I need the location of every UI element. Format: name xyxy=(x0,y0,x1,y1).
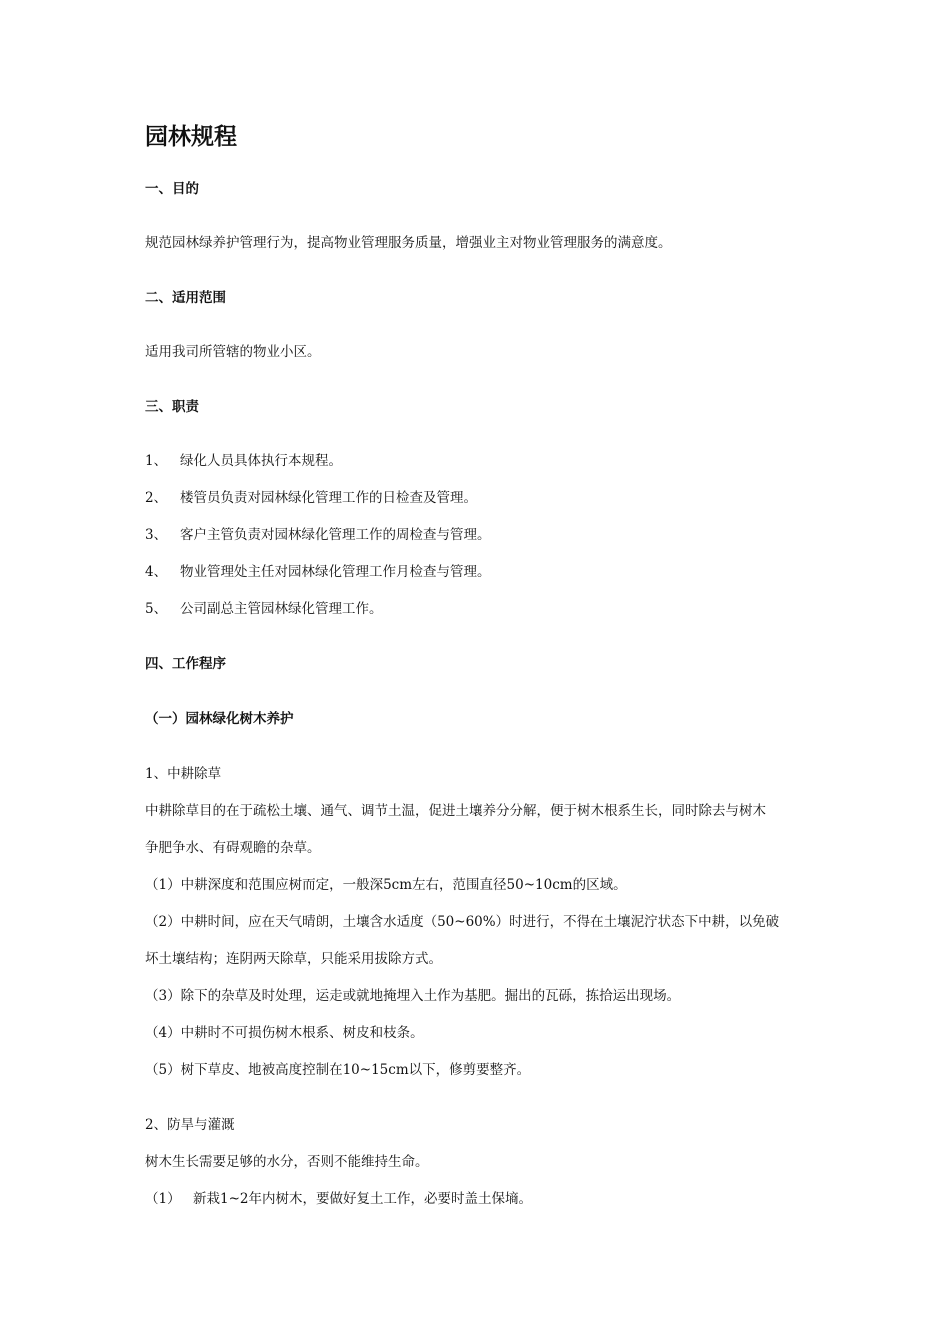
weeding-intro-line: 争肥争水、有碍观瞻的杂草。 xyxy=(145,840,321,856)
duty-item xyxy=(145,599,383,619)
duty-item xyxy=(145,525,491,545)
section-heading-procedure: 四、工作程序 xyxy=(145,656,226,672)
weeding-point-continuation: 坏土壤结构；连阴两天除草，只能采用拔除方式。 xyxy=(145,951,442,967)
weeding-point: （2）中耕时间，应在天气晴朗，土壤含水适度（50~60%）时进行，不得在土壤泥泞状态下中耕，以免破 xyxy=(145,914,780,930)
drought-point-text: 新栽1~2年内树木，要做好复土工作，必要时盖土保墒。 xyxy=(193,1191,532,1207)
duty-item-number: 1、 xyxy=(145,453,168,469)
duty-item-text: 客户主管负责对园林绿化管理工作的周检查与管理。 xyxy=(180,527,491,543)
drought-point-number: （1） xyxy=(145,1191,181,1207)
weeding-point: （5）树下草皮、地被高度控制在10~15cm以下，修剪要整齐。 xyxy=(145,1062,531,1078)
duty-item-number: 4、 xyxy=(145,564,168,580)
duty-item xyxy=(145,488,477,508)
section-heading-purpose: 一、目的 xyxy=(145,181,199,197)
duty-item-number: 5、 xyxy=(145,601,168,617)
drought-intro: 树木生长需要足够的水分，否则不能维持生命。 xyxy=(145,1154,429,1170)
item-title-weeding: 1、中耕除草 xyxy=(145,766,222,782)
weeding-intro-line: 中耕除草目的在于疏松土壤、通气、调节土温，促进土壤养分分解，便于树木根系生长，同时除去与树木 xyxy=(145,803,766,819)
duty-item xyxy=(145,451,342,471)
section-heading-scope: 二、适用范围 xyxy=(145,290,226,306)
drought-point xyxy=(145,1189,532,1209)
duty-item-text: 物业管理处主任对园林绿化管理工作月检查与管理。 xyxy=(180,564,491,580)
weeding-point: （1）中耕深度和范围应树而定，一般深5cm左右，范围直径50~10cm的区域。 xyxy=(145,877,627,893)
item-title-drought: 2、防旱与灌溉 xyxy=(145,1117,235,1133)
scope-paragraph: 适用我司所管辖的物业小区。 xyxy=(145,344,321,360)
section-heading-duties: 三、职责 xyxy=(145,399,199,415)
weeding-point: （4）中耕时不可损伤树木根系、树皮和枝条。 xyxy=(145,1025,424,1041)
duty-item-text: 绿化人员具体执行本规程。 xyxy=(180,453,342,469)
duty-item-text: 公司副总主管园林绿化管理工作。 xyxy=(180,601,383,617)
duty-item-number: 3、 xyxy=(145,527,168,543)
duty-item-number: 2、 xyxy=(145,490,168,506)
duty-item-text: 楼管员负责对园林绿化管理工作的日检查及管理。 xyxy=(180,490,477,506)
duty-item xyxy=(145,562,491,582)
subsection-heading: （一）园林绿化树木养护 xyxy=(145,711,294,727)
weeding-point: （3）除下的杂草及时处理，运走或就地掩埋入土作为基肥。掘出的瓦砾，拣拾运出现场。 xyxy=(145,988,681,1004)
page-title: 园林规程 xyxy=(145,124,237,150)
purpose-paragraph: 规范园林绿养护管理行为，提高物业管理服务质量，增强业主对物业管理服务的满意度。 xyxy=(145,235,672,251)
